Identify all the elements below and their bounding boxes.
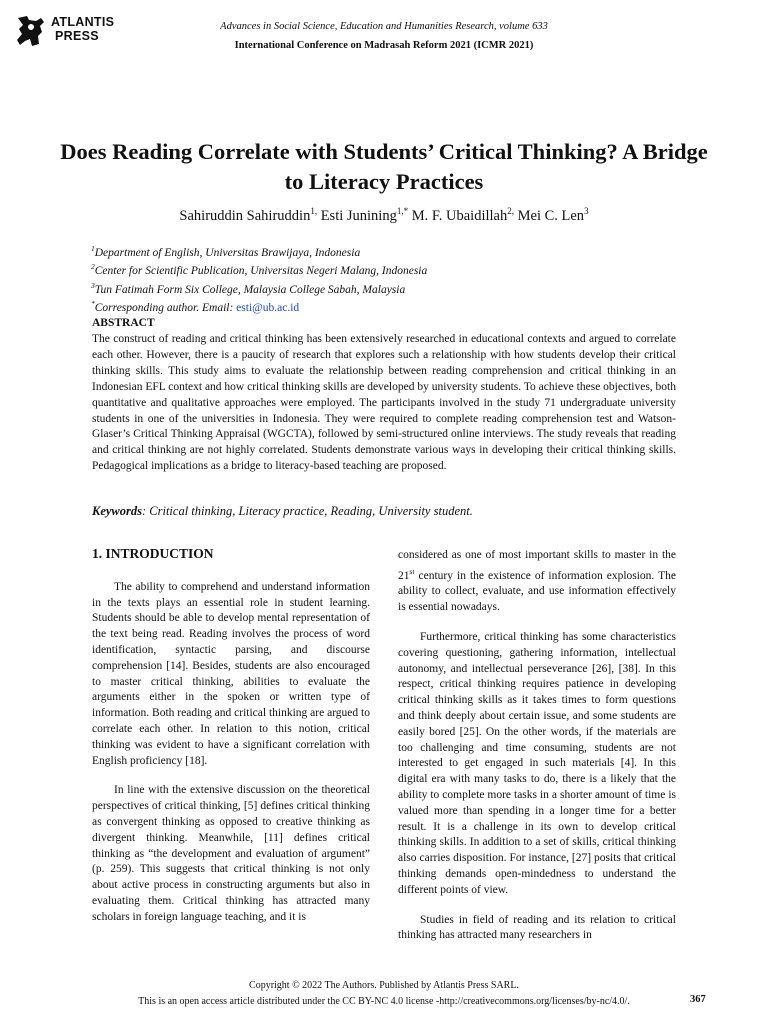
keywords-list: : Critical thinking, Literacy practice, Reading, University student.	[142, 504, 473, 518]
right-column	[398, 548, 676, 944]
keywords-label: Keywords	[92, 504, 142, 518]
copyright-line: Copyright © 2022 The Authors. Published by Atlantis Press SARL.	[249, 980, 519, 991]
section-heading: 1. INTRODUCTION	[92, 546, 214, 561]
body-paragraph: considered as one of most important skills to master in the 21st century in the existence of information explosion. The ability to collect, evaluate, and use information effectively is essential nowadays.	[398, 549, 676, 614]
body-paragraph: Furthermore, critical thinking has some characteristics covering questioning, gathering information, intellectual autonomy, and intellectual perseverance [26], [38]. In this respect, critical thinking requires patience in developing critical thinking skills as it takes times to form questions and think deeply about certain issue, and some students are easily bored [25]. On the other words, if the materials are too challenging and time consuming, students are not interested to get engaged in such materials [4]. In this digital era with many tasks to do, there is a likely that the ability to complete more tasks in a shorter amount of time is valued more than spending in a longer time for a better result. It is a challenge in its own to develop critical thinking skills. In addition to a set of skills, critical thinking also carries disposition. For instance, [27] posits that critical thinking demands open-mindedness to understand the different points of view.	[398, 631, 676, 896]
email-link[interactable]: esti@ub.ac.id	[236, 302, 300, 315]
left-column	[92, 546, 370, 926]
corresponding-author: *Corresponding author. Email: esti@ub.ac.id	[91, 299, 300, 315]
affiliation: $^1$Department of English, Universitas Brawijaya, Indonesia	[91, 244, 361, 259]
affiliations	[91, 242, 427, 316]
logo-wordmark: ATLANTIS PRESS	[51, 15, 115, 43]
author-name: Esti Junining	[320, 207, 397, 224]
keywords	[92, 504, 473, 519]
abstract-heading: ABSTRACT	[92, 317, 155, 329]
author-list: Sahiruddin Sahiruddin$^{1,}$ Esti Junining$^{1,*}$ M. F. Ubaidillah$^{2,}$ Mei C. Len$^3$	[179, 206, 589, 224]
paper-title: Does Reading Correlate with Students’ Critical Thinking? A Bridge to Literacy Practices	[60, 139, 708, 194]
abstract-text: The construct of reading and critical thinking has been extensively researched in educational contexts and argued to correlate each other. However, there is a paucity of research that explores such a relationship with how students develop their critical thinking skills. This study aims to evaluate the relationship between reading comprehension and critical thinking in an Indonesian EFL context and how critical thinking skills are developed by university students. To achieve these objectives, both quantitative and qualitative approaches were employed. The participants involved in the study 71 undergraduate university students in one of the universities in Indonesia. They were required to complete reading comprehension test and Watson-Glaser’s Critical Thinking Appraisal (WGCTA), followed by semi-structured online interviews. The study reveals that reading and critical thinking are not highly correlated. Students demonstrate various ways in developing their critical thinking skills. Pedagogical implications as a bridge to literacy-based teaching are proposed.	[92, 333, 676, 473]
page-number: 367	[690, 994, 706, 1005]
author-name: M. F. Ubaidillah	[411, 207, 508, 224]
body-paragraph: The ability to comprehend and understand information in the texts plays an essential role in student learning. Students should be able to develop mental representation of the text being read. Reading involves the process of word identification, syntactic parsing, and discourse comprehension [14]. Besides, students are also encouraged to master critical thinking, abilities to evaluate the arguments either in the spoken or written type of information. Both reading and critical thinking are argued to correlate each other. In relation to this notion, critical thinking was evident to have a significant correlation with English proficiency [18].	[92, 580, 370, 767]
affiliation: $^2$Center for Scientific Publication, Universitas Negeri Malang, Indonesia	[91, 262, 428, 278]
author-name: Sahiruddin Sahiruddin	[179, 207, 311, 224]
page-footer	[0, 978, 768, 1010]
conference-header: International Conference on Madrasah Reform 2021 (ICMR 2021)	[234, 40, 534, 51]
author-name: Mei C. Len	[517, 207, 585, 224]
body-paragraph: Studies in field of reading and its relation to critical thinking has attracted many researchers in	[398, 913, 676, 942]
affiliation: $^3$Tun Fatimah Form Six College, Malaysia College Sabah, Malaysia	[91, 280, 406, 296]
body-paragraph: In line with the extensive discussion on the theoretical perspectives of critical thinking, [5] defines critical thinking as convergent thinking as opposed to creative thinking as divergent thinking. Meanwhile, [11] defines critical thinking as “the development and evaluation of argument” (p. 259). This suggests that critical thinking is not only about active process in constructing arguments but also in evaluating them. Critical thinking has attracted many scholars in foreign language teaching, and it is	[92, 784, 370, 923]
license-line: This is an open access article distributed under the CC BY-NC 4.0 license -http://creativecommons.org/licenses/by-nc/4.0/.	[138, 996, 630, 1007]
series-header: Advances in Social Science, Education and Humanities Research, volume 633	[220, 21, 548, 32]
